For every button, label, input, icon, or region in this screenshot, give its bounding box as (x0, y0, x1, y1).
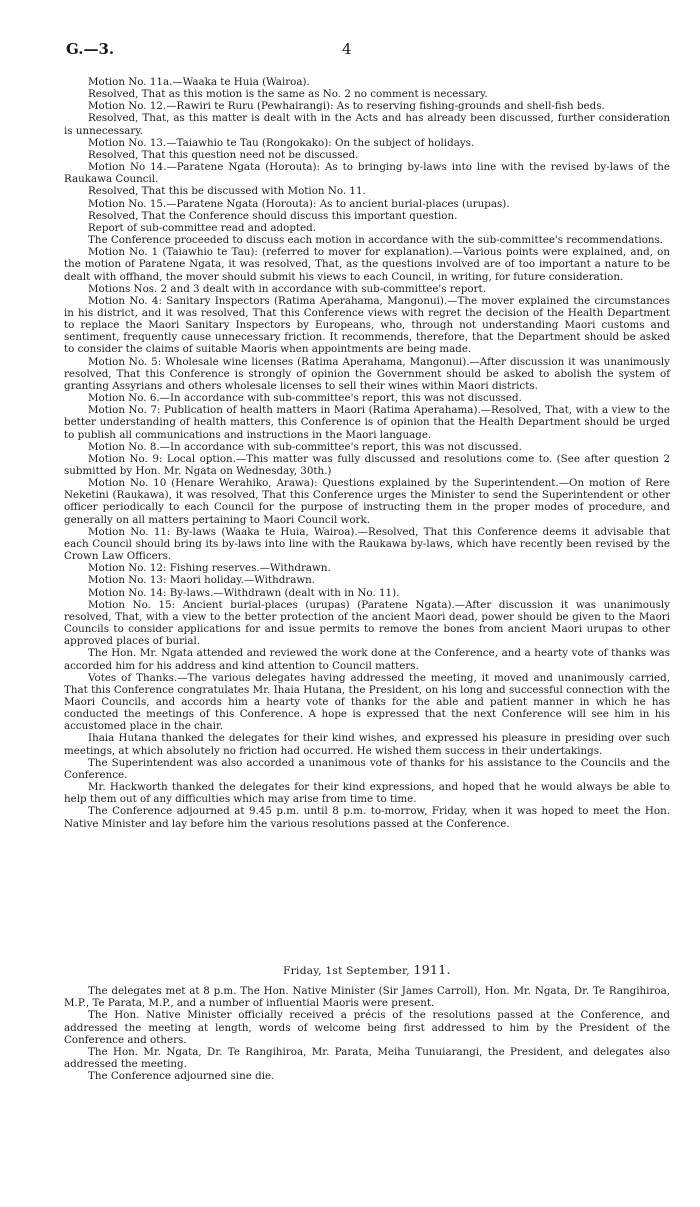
paragraph: Motion No. 12.—Rawiri te Ruru (Pewhairangi): As to reserving fishing-grounds and shell-fish beds. (88, 100, 605, 113)
document-reference: G.—3. (66, 40, 115, 58)
paragraph: Motions Nos. 2 and 3 dealt with in accordance with sub-committee's report. (88, 282, 486, 295)
paragraph: Motion No. 5: Wholesale wine licenses (Ratima Aperahama, Mangonui).—After discussion it was unanimously resolved, That this Conference is strongly of opinion the Government should be asked to abolish the system of granting Assyrians and others wholesale licenses to sell their wines within Maori districts. (64, 355, 670, 392)
paragraph: Motion No. 4: Sanitary Inspectors (Ratima Aperahama, Mangonui).—The mover explained the circumstances in his district, and it was resolved, That this Conference views with regret the decision of the Health Department to replace the Maori Sanitary Inspectors by Europeans, who, through not understanding Maori customs and sentiment, frequently cause unnecessary friction. It recommends, therefore, that the Department should be asked to consider the claims of suitable Maoris when appointments are being made. (64, 294, 670, 356)
paragraph: Resolved, That this be discussed with Motion No. 11. (88, 185, 366, 198)
paragraph: The Hon. Mr. Ngata, Dr. Te Rangihiroa, Mr. Parata, Meiha Tunuiarangi, the President, and delegates also addressed the meeting. (64, 1046, 670, 1071)
section-heading-date: Friday, 1st September, (283, 965, 414, 977)
minutes-body-friday (64, 985, 670, 1083)
paragraph: Resolved, That, as this matter is dealt with in the Acts and has already been discussed, further consideration is unnecessary. (64, 112, 670, 137)
page-number: 4 (342, 40, 352, 58)
paragraph: Motion No. 11: By-laws (Waaka te Huia, Wairoa).—Resolved, That this Conference deems it advisable that each Council should bring its by-laws into line with the Raukawa by-laws, which have recently been revised by the Crown Law Officers. (64, 525, 670, 563)
paragraph: Resolved, That as this motion is the same as No. 2 no comment is necessary. (88, 88, 488, 101)
paragraph: Ihaia Hutana thanked the delegates for their kind wishes, and expressed his pleasure in presiding over such meetings, at which absolutely no friction had occurred. He wished them success in their undertakings. (64, 732, 670, 757)
paragraph: Motion No. 15.—Paratene Ngata (Horouta): As to ancient burial-places (urupas). (88, 197, 510, 210)
paragraph: Motion No. 8.—In accordance with sub-committee's report, this was not discussed. (88, 440, 522, 453)
paragraph: Motion No. 1 (Taiawhio te Tau): (referred to mover for explanation).—Various points were explained, and, on the motion of Paratene Ngata, it was resolved, That, as the questions involved are of too important a nature to be dealt with offhand, the mover should submit his views to each Council, in writing, for future consideration. (64, 246, 670, 283)
paragraph: Mr. Hackworth thanked the delegates for their kind expressions, and hoped that he would always be able to help them out of any difficulties which may arise from time to time. (64, 781, 670, 806)
minutes-body (64, 76, 670, 830)
paragraph: Motion No. 10 (Henare Werahiko, Arawa): Questions explained by the Superintendent.—On motion of Rere Neketini (Raukawa), it was resolved, That this Conference urges the Minister to send the Superintendent or other officer periodically to each Council for the purpose of instructing them in the proper modes of procedure, and generally on all matters pertaining to Maori Council work. (64, 477, 670, 526)
paragraph: Motion No. 12: Fishing reserves.—Withdrawn. (88, 562, 331, 575)
paragraph: Resolved, That the Conference should discuss this important question. (88, 209, 458, 222)
paragraph: The Conference adjourned at 9.45 p.m. until 8 p.m. to-morrow, Friday, when it was hoped to meet the Hon. Native Minister and lay before him the various resolutions passed at the Conference. (64, 805, 670, 830)
paragraph: Motion No. 9: Local option.—This matter was fully discussed and resolutions come to. (See after question 2 submitted by Hon. Mr. Ngata on Wednesday, 30th.) (64, 452, 670, 477)
paragraph: Motion No 14.—Paratene Ngata (Horouta): As to bringing by-laws into line with the revised by-laws of the Raukawa Council. (64, 161, 670, 186)
paragraph: The delegates met at 8 p.m. The Hon. Native Minister (Sir James Carroll), Hon. Mr. Ngata, Dr. Te Rangihiroa, M.P., Te Parata, M.P., and a number of influential Maoris were present. (64, 985, 670, 1010)
paragraph: Report of sub-committee read and adopted. (88, 221, 317, 234)
paragraph: Motion No. 13: Maori holiday.—Withdrawn. (88, 574, 316, 587)
paragraph: Votes of Thanks.—The various delegates having addressed the meeting, it moved and unanimously carried, That this Conference congratulates Mr. Ihaia Hutana, the President, on his long and successful connection with the Maori Councils, and accords him a hearty vote of thanks for the able and patient manner in which he has conducted the meetings of this Conference. A hope is expressed that the next Conference will see him in his accustomed place in the chair. (64, 671, 670, 733)
paragraph: Motion No. 13.—Taiawhio te Tau (Rongokako): On the subject of holidays. (88, 136, 475, 149)
paragraph: The Conference adjourned sine die. (88, 1070, 275, 1083)
paragraph: Motion No. 15: Ancient burial-places (urupas) (Paratene Ngata).—After discussion it was unanimously resolved, That, with a view to the better protection of the ancient Maori dead, power should be given to the Maori Councils to consider applications for and issue permits to remove the bones from ancient Maori urupas to other approved places of burial. (64, 598, 670, 648)
paragraph: Resolved, That this question need not be discussed. (88, 148, 359, 161)
section-heading (64, 962, 670, 977)
paragraph: The Hon. Native Minister officially received a précis of the resolutions passed at the Conference, and addressed the meeting at length, words of welcome being first addressed to him by the President of the Conference and others. (64, 1009, 670, 1046)
paragraph: Motion No. 6.—In accordance with sub-committee's report, this was not discussed. (88, 392, 522, 405)
paragraph: The Superintendent was also accorded a unanimous vote of thanks for his assistance to the Councils and the Conference. (64, 756, 670, 781)
paragraph: The Conference proceeded to discuss each motion in accordance with the sub-committee's recommendations. (88, 234, 664, 247)
paragraph: Motion No. 14: By-laws.—Withdrawn (dealt with in No. 11). (88, 586, 400, 599)
section-heading-year: 1911. (413, 962, 451, 977)
paragraph: Motion No. 7: Publication of health matters in Maori (Ratima Aperahama).—Resolved, That, with a view to the better understanding of health matters, this Conference is of opinion that the Health Department should be urged to publish all communications and instructions in the Maori language. (64, 404, 670, 441)
paragraph: The Hon. Mr. Ngata attended and reviewed the work done at the Conference, and a hearty vote of thanks was accorded him for his address and kind attention to Council matters. (64, 647, 670, 672)
paragraph: Motion No. 11a.—Waaka te Huia (Wairoa). (88, 76, 310, 88)
